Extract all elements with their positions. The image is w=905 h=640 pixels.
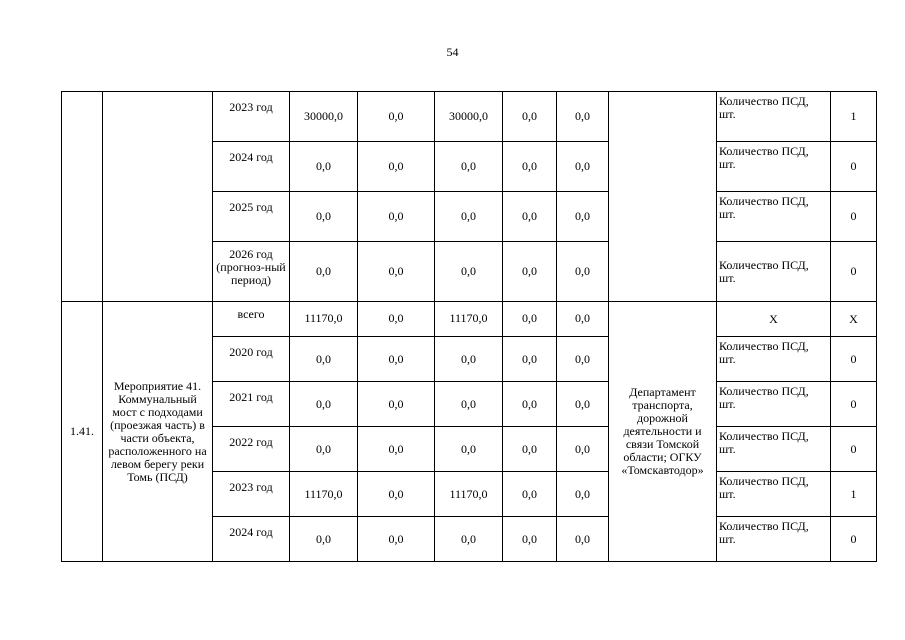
year-cell: 2023 год [213, 92, 290, 142]
value-cell: 0,0 [557, 427, 609, 472]
table-row [62, 302, 877, 337]
value-cell: 0,0 [358, 472, 435, 517]
target-cell: 1 [831, 92, 877, 142]
value-cell: 0,0 [503, 382, 557, 427]
year-cell: 2020 год [213, 337, 290, 382]
value-cell: 0,0 [358, 517, 435, 562]
value-cell: 0,0 [358, 142, 435, 192]
value-cell: 0,0 [358, 92, 435, 142]
value-cell: 0,0 [290, 142, 358, 192]
value-cell: 0,0 [503, 427, 557, 472]
target-cell: 1 [831, 472, 877, 517]
name-cell-empty [103, 92, 213, 302]
year-cell: 2021 год [213, 382, 290, 427]
value-cell: 0,0 [557, 242, 609, 302]
year-cell: 2024 год [213, 517, 290, 562]
responsible-cell-empty [609, 92, 717, 302]
value-cell: 30000,0 [290, 92, 358, 142]
value-cell: 0,0 [557, 382, 609, 427]
value-cell: 0,0 [557, 337, 609, 382]
value-cell: 0,0 [358, 427, 435, 472]
value-cell: 0,0 [358, 192, 435, 242]
indicator-cell: Количество ПСД, шт. [717, 337, 831, 382]
target-cell: 0 [831, 192, 877, 242]
target-cell: 0 [831, 242, 877, 302]
value-cell: 30000,0 [435, 92, 503, 142]
value-cell: 0,0 [557, 517, 609, 562]
value-cell: 0,0 [503, 472, 557, 517]
target-cell: 0 [831, 517, 877, 562]
indicator-cell: Количество ПСД, шт. [717, 192, 831, 242]
value-cell: 0,0 [503, 92, 557, 142]
indicator-cell: Количество ПСД, шт. [717, 242, 831, 302]
value-cell: 0,0 [435, 142, 503, 192]
indicator-cell: Количество ПСД, шт. [717, 427, 831, 472]
indicator-cell: Количество ПСД, шт. [717, 472, 831, 517]
year-cell: 2024 год [213, 142, 290, 192]
value-cell: 0,0 [503, 192, 557, 242]
indicator-cell: Количество ПСД, шт. [717, 142, 831, 192]
value-cell: 0,0 [435, 382, 503, 427]
number-cell-empty [62, 92, 103, 302]
measure-number: 1.41. [62, 302, 103, 562]
target-cell: 0 [831, 337, 877, 382]
value-cell: 0,0 [503, 142, 557, 192]
value-cell: 0,0 [435, 337, 503, 382]
measure-name: Мероприятие 41. Коммунальный мост с подходами (проезжая часть) в части объекта, расположенного на левом берегу реки Томь (ПСД) [103, 302, 213, 562]
target-cell: 0 [831, 142, 877, 192]
value-cell: 0,0 [503, 242, 557, 302]
value-cell: 11170,0 [435, 472, 503, 517]
value-cell: 0,0 [358, 242, 435, 302]
budget-table [61, 91, 877, 562]
year-cell: 2023 год [213, 472, 290, 517]
value-cell: 0,0 [557, 472, 609, 517]
indicator-cell: Х [717, 302, 831, 337]
value-cell: 0,0 [435, 427, 503, 472]
value-cell: 0,0 [358, 382, 435, 427]
target-cell: 0 [831, 427, 877, 472]
value-cell: 0,0 [290, 427, 358, 472]
value-cell: 11170,0 [290, 302, 358, 337]
value-cell: 11170,0 [435, 302, 503, 337]
value-cell: 0,0 [503, 337, 557, 382]
value-cell: 0,0 [290, 337, 358, 382]
indicator-cell: Количество ПСД, шт. [717, 382, 831, 427]
value-cell: 0,0 [503, 302, 557, 337]
value-cell: 0,0 [290, 382, 358, 427]
value-cell: 0,0 [358, 337, 435, 382]
value-cell: 0,0 [435, 192, 503, 242]
value-cell: 0,0 [557, 142, 609, 192]
target-cell: Х [831, 302, 877, 337]
year-cell: 2025 год [213, 192, 290, 242]
value-cell: 0,0 [557, 92, 609, 142]
indicator-cell: Количество ПСД, шт. [717, 92, 831, 142]
value-cell: 0,0 [557, 192, 609, 242]
target-cell: 0 [831, 382, 877, 427]
value-cell: 11170,0 [290, 472, 358, 517]
value-cell: 0,0 [290, 192, 358, 242]
value-cell: 0,0 [503, 517, 557, 562]
value-cell: 0,0 [557, 302, 609, 337]
year-cell: 2026 год (прогноз-ный период) [213, 242, 290, 302]
year-cell: всего [213, 302, 290, 337]
value-cell: 0,0 [435, 242, 503, 302]
value-cell: 0,0 [435, 517, 503, 562]
page-number: 54 [446, 45, 459, 59]
value-cell: 0,0 [290, 242, 358, 302]
table-row [62, 92, 877, 142]
year-cell: 2022 год [213, 427, 290, 472]
value-cell: 0,0 [290, 517, 358, 562]
value-cell: 0,0 [358, 302, 435, 337]
indicator-cell: Количество ПСД, шт. [717, 517, 831, 562]
responsible-executor: Департамент транспорта, дорожной деятельности и связи Томской области; ОГКУ «Томскавтодор» [609, 302, 717, 562]
